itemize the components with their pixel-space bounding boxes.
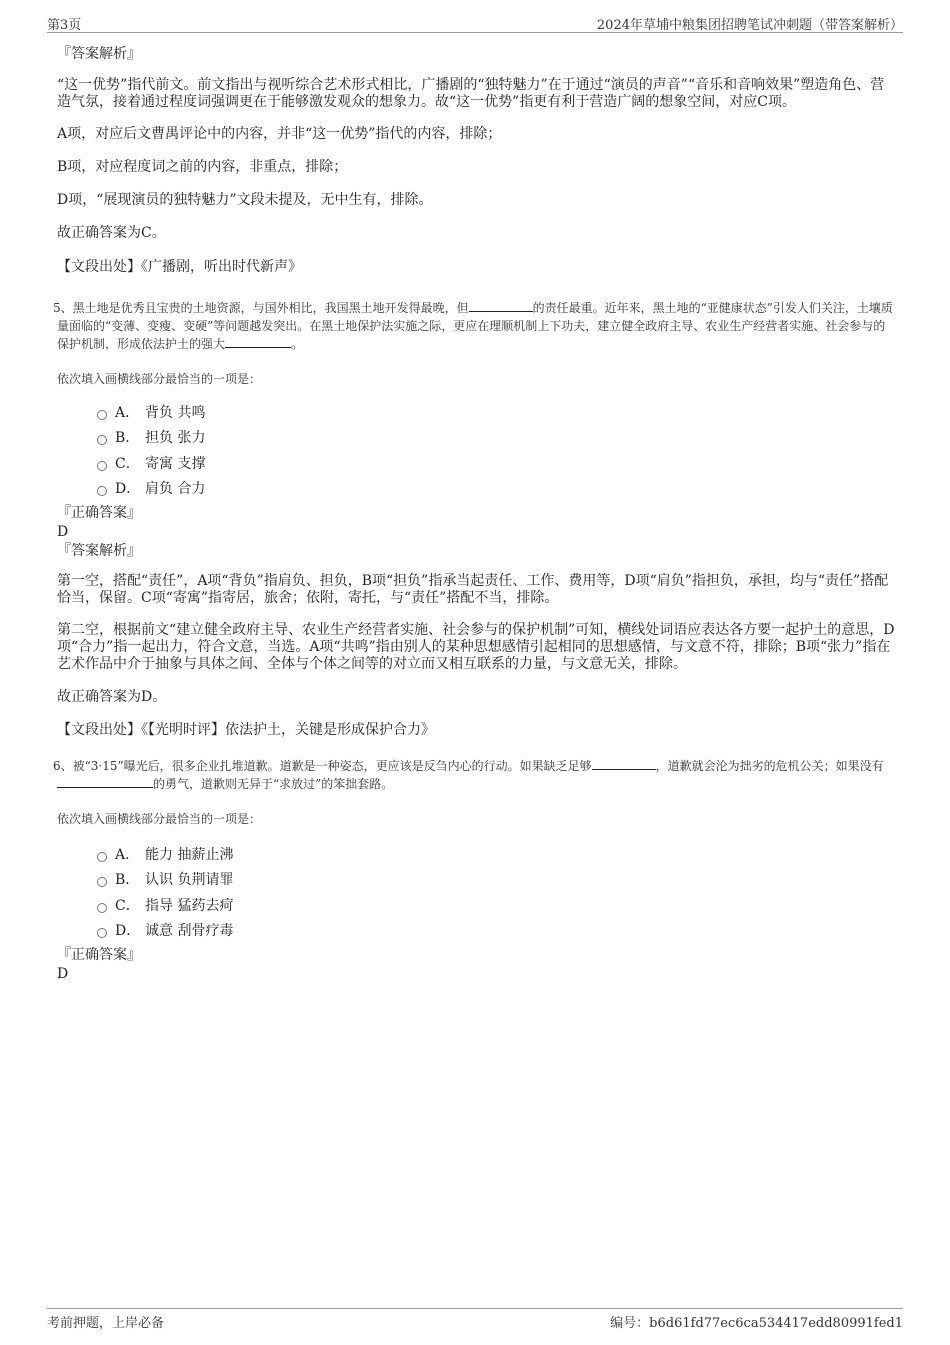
- page-footer: [47, 1308, 903, 1329]
- question-prompt: 依次填入画横线部分最恰当的一项是：: [57, 371, 262, 386]
- option-c[interactable]: C． 指导 猛药去疴: [57, 894, 895, 920]
- correct-answer: D: [57, 523, 69, 540]
- option-a[interactable]: A． 能力 抽薪止沸: [57, 843, 895, 869]
- source-citation: 【文段出处】《【光明时评】依法护土，关键是形成保护合力》: [57, 721, 435, 738]
- options-list: [57, 843, 895, 945]
- footer-slogan: 考前押题，上岸必备: [47, 1316, 165, 1331]
- source-citation: 【文段出处】《广播剧，听出时代新声》: [57, 259, 302, 275]
- fill-blank-1: [469, 299, 533, 312]
- radio-icon[interactable]: [97, 461, 107, 471]
- question-text: 5、黑土地是优秀且宝贵的土地资源，与国外相比，我国黑土地开发得最晚，但 的责任最重。近年来，黑土地的“亚健康状态”引发人们关注，土壤质量面临的“变薄、变瘦、变硬”等问题越发突出。在黑土地保护法实施之际，更应在理顺机制上下功夫，建立健全政府主导、农业生产经营者实施、社会参与的保护机制，形成依法护土的强大 。: [53, 301, 893, 351]
- analysis-paragraph: “这一优势”指代前文。前文指出与视听综合艺术形式相比，广播剧的“独特魅力”在于通过“演员的声音”“音乐和音响效果”塑造角色、营造气氛，接着通过程度词强调更在于能够激发观众的想象力。故“这一优势”指更有利于营造广阔的想象空间，对应C项。: [57, 77, 885, 110]
- analysis-paragraph: 第二空，根据前文“建立健全政府主导、农业生产经营者实施、社会参与的保护机制”可知，横线处词语应表达各方要一起护土的意思，D项“合力”指一起出力，符合文意，当选。A项“共鸣”指由别人的某种思想感情引起相同的思想感情，与文意不符，排除；B项“张力”指在艺术作品中介于抽象与具体之间、全体与个体之间等的对立而又相互联系的力量，与文意无关，排除。: [57, 621, 895, 672]
- correct-answer-label: 『正确答案』: [57, 946, 141, 963]
- correct-answer-label: 『正确答案』: [57, 504, 141, 521]
- question-number: 6、: [53, 758, 73, 773]
- option-d[interactable]: D． 肩负 合力: [57, 477, 895, 503]
- fill-blank-2: [225, 335, 291, 348]
- question-prompt: 依次填入画横线部分最恰当的一项是：: [57, 811, 262, 826]
- page-number: 第3页: [47, 18, 82, 33]
- radio-icon[interactable]: [97, 486, 107, 496]
- correct-answer: D: [57, 965, 69, 982]
- analysis-paragraph: B项，对应程度词之前的内容，非重点，排除；: [57, 159, 348, 175]
- option-d[interactable]: D． 诚意 刮骨疗毒: [57, 919, 895, 945]
- question-6: [53, 757, 895, 983]
- analysis-paragraph: 第一空，搭配“责任”，A项“背负”指肩负、担负，B项“担负”指承当起责任、工作、费用等，D项“肩负”指担负，承担，均与“责任”搭配恰当，保留。C项“寄寓”指寄居，旅舍；依附，寄托，与“责任”搭配不当，排除。: [57, 572, 889, 606]
- options-list: [57, 401, 895, 503]
- analysis-paragraph: A项，对应后文曹禺评论中的内容，并非“这一优势”指代的内容，排除；: [57, 126, 502, 142]
- option-b[interactable]: B． 担负 张力: [57, 426, 895, 452]
- question-text: 6、被“3·15”曝光后，很多企业扎堆道歉。道歉是一种姿态，更应该是反刍内心的行动。如果缺乏足够 ，道歉就会沦为拙劣的危机公关；如果没有的勇气，道歉则无异于“求放过”的笨拙套路。: [53, 758, 884, 791]
- radio-icon[interactable]: [97, 852, 107, 862]
- fill-blank-2: [57, 775, 153, 788]
- radio-icon[interactable]: [97, 435, 107, 445]
- option-b[interactable]: B． 认识 负荆请罪: [57, 868, 895, 894]
- analysis-label: 『答案解析』: [57, 46, 141, 62]
- analysis-paragraph: D项，“展现演员的独特魅力”文段未提及，无中生有，排除。: [57, 192, 433, 208]
- analysis-label: 『答案解析』: [57, 542, 141, 559]
- option-a[interactable]: A． 背负 共鸣: [57, 401, 895, 427]
- page-header: [47, 14, 903, 33]
- conclusion: 故正确答案为D。: [57, 688, 167, 705]
- radio-icon[interactable]: [97, 877, 107, 887]
- document-title: 2024年草埔中粮集团招聘笔试冲刺题（带答案解析）: [596, 18, 903, 33]
- fill-blank-1: [592, 757, 656, 770]
- document-id: 编号：b6d61fd77ec6ca534417edd80991fed1: [610, 1316, 903, 1331]
- conclusion: 故正确答案为C。: [57, 225, 166, 241]
- option-c[interactable]: C． 寄寓 支撑: [57, 452, 895, 478]
- radio-icon[interactable]: [97, 903, 107, 913]
- page-content: [53, 44, 895, 983]
- question-number: 5、: [53, 301, 73, 315]
- radio-icon[interactable]: [97, 928, 107, 938]
- radio-icon[interactable]: [97, 410, 107, 420]
- question-5: [53, 299, 895, 739]
